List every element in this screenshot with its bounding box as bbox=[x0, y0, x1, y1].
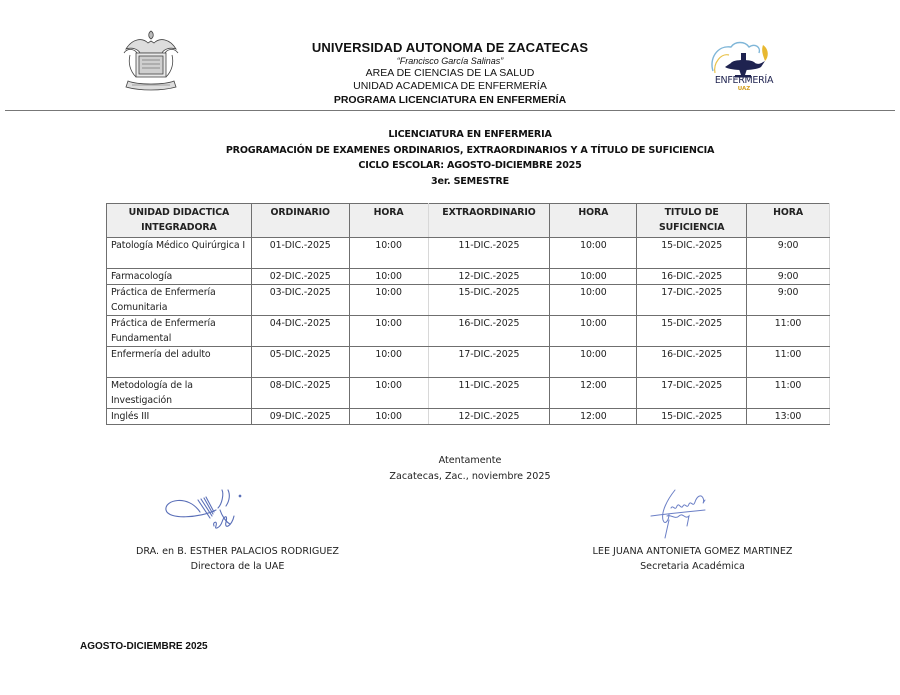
table-row bbox=[107, 269, 830, 285]
cell-suficiencia-date: 17-DIC.-2025 bbox=[637, 285, 747, 316]
cell-ordinario-time: 10:00 bbox=[349, 285, 428, 316]
cell-subject: Inglés III bbox=[107, 409, 252, 425]
cell-suficiencia-time: 9:00 bbox=[747, 285, 830, 316]
cell-ordinario-date: 01-DIC.-2025 bbox=[251, 238, 349, 269]
signatory-secretary bbox=[560, 544, 825, 574]
enfermeria-logo-text: ENFERMERÍA bbox=[714, 75, 774, 86]
cell-subject: Patología Médico Quirúrgica I bbox=[107, 238, 252, 269]
cell-ordinario-date: 09-DIC.-2025 bbox=[251, 409, 349, 425]
cell-extraordinario-date: 16-DIC.-2025 bbox=[428, 316, 550, 347]
enfermeria-logo bbox=[703, 35, 783, 97]
cell-extraordinario-time: 12:00 bbox=[550, 378, 637, 409]
document-title bbox=[150, 127, 790, 189]
cell-extraordinario-date: 11-DIC.-2025 bbox=[428, 378, 550, 409]
header-ordinario: ORDINARIO bbox=[251, 204, 349, 238]
cell-ordinario-date: 08-DIC.-2025 bbox=[251, 378, 349, 409]
cell-extraordinario-date: 12-DIC.-2025 bbox=[428, 269, 550, 285]
program-name: PROGRAMA LICENCIATURA EN ENFERMERÍA bbox=[333, 94, 567, 106]
cell-extraordinario-time: 10:00 bbox=[550, 238, 637, 269]
cell-suficiencia-time: 11:00 bbox=[747, 347, 830, 378]
title-line-cycle: CICLO ESCOLAR: AGOSTO-DICIEMBRE 2025 bbox=[358, 160, 582, 172]
cell-suficiencia-date: 15-DIC.-2025 bbox=[637, 238, 747, 269]
cell-suficiencia-date: 16-DIC.-2025 bbox=[637, 269, 747, 285]
table-row bbox=[107, 316, 830, 347]
signatory-role: Secretaria Académica bbox=[640, 561, 745, 572]
table-row bbox=[107, 409, 830, 425]
cell-ordinario-time: 10:00 bbox=[349, 378, 428, 409]
signatory-role: Directora de la UAE bbox=[190, 561, 285, 572]
cell-subject: Práctica de Enfermería Fundamental bbox=[107, 316, 252, 347]
signature-secretary bbox=[645, 486, 725, 541]
footer-period: AGOSTO-DICIEMBRE 2025 bbox=[80, 641, 208, 652]
cell-suficiencia-time: 13:00 bbox=[747, 409, 830, 425]
cell-extraordinario-time: 10:00 bbox=[550, 285, 637, 316]
cell-subject: Práctica de Enfermería Comunitaria bbox=[107, 285, 252, 316]
cell-ordinario-date: 02-DIC.-2025 bbox=[251, 269, 349, 285]
cell-extraordinario-time: 12:00 bbox=[550, 409, 637, 425]
cell-extraordinario-date: 11-DIC.-2025 bbox=[428, 238, 550, 269]
cell-extraordinario-date: 15-DIC.-2025 bbox=[428, 285, 550, 316]
cell-suficiencia-time: 9:00 bbox=[747, 238, 830, 269]
table-header-row bbox=[107, 204, 830, 238]
cell-ordinario-time: 10:00 bbox=[349, 238, 428, 269]
exam-schedule-table bbox=[106, 203, 830, 425]
enfermeria-logo-subtext: UAZ bbox=[737, 86, 751, 92]
cell-suficiencia-date: 15-DIC.-2025 bbox=[637, 409, 747, 425]
cell-ordinario-time: 10:00 bbox=[349, 316, 428, 347]
cell-extraordinario-time: 10:00 bbox=[550, 269, 637, 285]
table-row bbox=[107, 238, 830, 269]
title-line-semester: 3er. SEMESTRE bbox=[431, 175, 509, 187]
signatory-name: LEE JUANA ANTONIETA GOMEZ MARTINEZ bbox=[592, 546, 793, 557]
cell-ordinario-date: 03-DIC.-2025 bbox=[251, 285, 349, 316]
cell-suficiencia-date: 15-DIC.-2025 bbox=[637, 316, 747, 347]
uaz-crest-logo bbox=[118, 27, 184, 95]
cell-subject: Farmacología bbox=[107, 269, 252, 285]
header-divider bbox=[5, 110, 895, 111]
closing-block bbox=[300, 453, 640, 485]
cell-suficiencia-date: 17-DIC.-2025 bbox=[637, 378, 747, 409]
unit-name: UNIDAD ACADEMICA DE ENFERMERÍA bbox=[353, 80, 547, 92]
cell-ordinario-time: 10:00 bbox=[349, 347, 428, 378]
header-unidad: UNIDAD DIDACTICA INTEGRADORA bbox=[107, 204, 252, 238]
header-extraordinario: EXTRAORDINARIO bbox=[428, 204, 550, 238]
cell-subject: Enfermería del adulto bbox=[107, 347, 252, 378]
cell-ordinario-date: 04-DIC.-2025 bbox=[251, 316, 349, 347]
table-row bbox=[107, 347, 830, 378]
institution-header bbox=[250, 40, 650, 107]
table-row bbox=[107, 285, 830, 316]
cell-ordinario-time: 10:00 bbox=[349, 409, 428, 425]
place-date: Zacatecas, Zac., noviembre 2025 bbox=[389, 471, 551, 482]
cell-suficiencia-time: 9:00 bbox=[747, 269, 830, 285]
university-name: UNIVERSIDAD AUTONOMA DE ZACATECAS bbox=[311, 40, 589, 55]
header-titulo-suficiencia: TITULO DE SUFICIENCIA bbox=[637, 204, 747, 238]
salutation: Atentamente bbox=[438, 455, 502, 466]
header-hora-suficiencia: HORA bbox=[747, 204, 830, 238]
signature-director bbox=[160, 486, 250, 546]
header-hora-extraordinario: HORA bbox=[550, 204, 637, 238]
cell-ordinario-time: 10:00 bbox=[349, 269, 428, 285]
cell-suficiencia-time: 11:00 bbox=[747, 378, 830, 409]
title-line-exams: PROGRAMACIÓN DE EXAMENES ORDINARIOS, EXTRAORDINARIOS Y A TÍTULO DE SUFICIENCIA bbox=[225, 144, 715, 156]
cell-suficiencia-date: 16-DIC.-2025 bbox=[637, 347, 747, 378]
cell-extraordinario-time: 10:00 bbox=[550, 347, 637, 378]
title-line-program: LICENCIATURA EN ENFERMERIA bbox=[388, 129, 552, 140]
signatory-name: DRA. en B. ESTHER PALACIOS RODRIGUEZ bbox=[136, 546, 339, 557]
cell-extraordinario-date: 12-DIC.-2025 bbox=[428, 409, 550, 425]
cell-ordinario-date: 05-DIC.-2025 bbox=[251, 347, 349, 378]
cell-suficiencia-time: 11:00 bbox=[747, 316, 830, 347]
cell-extraordinario-time: 10:00 bbox=[550, 316, 637, 347]
area-name: AREA DE CIENCIAS DE LA SALUD bbox=[365, 67, 535, 79]
signatory-director bbox=[100, 544, 375, 574]
header-hora-ordinario: HORA bbox=[349, 204, 428, 238]
university-motto: “Francisco García Salinas” bbox=[396, 56, 504, 66]
table-row bbox=[107, 378, 830, 409]
cell-subject: Metodología de la Investigación bbox=[107, 378, 252, 409]
cell-extraordinario-date: 17-DIC.-2025 bbox=[428, 347, 550, 378]
